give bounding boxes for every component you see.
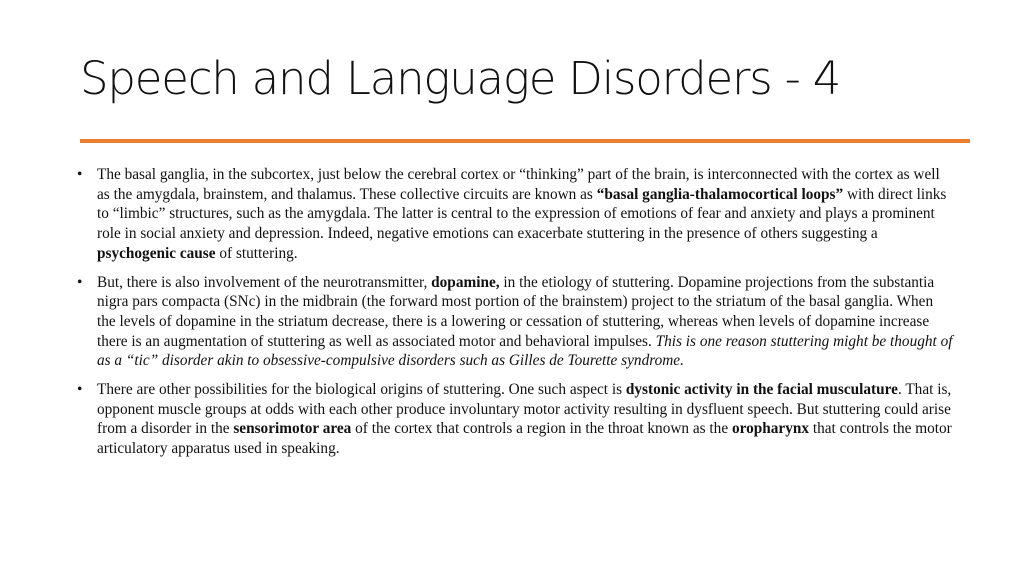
bold-term: psychogenic cause: [97, 244, 216, 262]
bullet-text: with direct links to “limbic” structures, such as the amygdala. The latter is central to the expression of emotions of fear and anxiety and plays a prominent role in social anxiety and depression. Indeed, negative emotions can exacerbate stuttering in the presence of others suggesting a: [97, 185, 947, 243]
bold-term: sensorimotor area: [233, 420, 352, 438]
bullet-item: [75, 380, 955, 459]
bullet-text: in the etiology of stuttering. Dopamine projections from the substantia nigra pars compacta (SNc) in the midbrain (the forward most portion of the brainstem) project to the striatum of the basal ganglia. When the levels of dopamine in the striatum decrease, there is a lowering or cessation of stuttering, whereas when levels of dopamine increase there is an augmentation of stuttering as well as associated motor and behavioral impulses.: [97, 273, 935, 350]
bullet-item: [75, 273, 955, 372]
title-underline: [80, 139, 970, 143]
bullet-text: of stuttering.: [215, 244, 298, 262]
italic-note: This is one reason stuttering might be thought of as a “tic” disorder akin to obsessive-compulsive disorders such as Gilles de Tourette syndrome.: [97, 332, 953, 370]
bold-term: oropharynx: [731, 420, 810, 438]
bullet-list: [75, 165, 955, 468]
bold-term: “basal ganglia-thalamocortical loops”: [596, 185, 844, 203]
bullet-text: But, there is also involvement of the neurotransmitter,: [97, 273, 432, 291]
bullet-text: There are other possibilities for the biological origins of stuttering. One such aspect is: [97, 381, 626, 399]
slide-title: Speech and Language Disorders - 4: [80, 52, 841, 105]
bold-term: dystonic activity in the facial musculature: [625, 381, 898, 399]
bullet-item: [75, 165, 955, 264]
bullet-text: that controls the motor articulatory apparatus used in speaking.: [97, 420, 952, 458]
bold-term: dopamine,: [431, 273, 500, 291]
bullet-text: of the cortex that controls a region in the throat known as the: [351, 420, 732, 438]
bullet-text: The basal ganglia, in the subcortex, just below the cerebral cortex or “thinking” part of the brain, is interconnected with the cortex as well as the amygdala, brainstem, and thalamus. These collective circuits are known as: [97, 166, 940, 203]
bullet-text: . That is, opponent muscle groups at odds with each other produce involuntary motor activity resulting in dysfluent speech. But stuttering could arise from a disorder in the: [97, 381, 952, 438]
